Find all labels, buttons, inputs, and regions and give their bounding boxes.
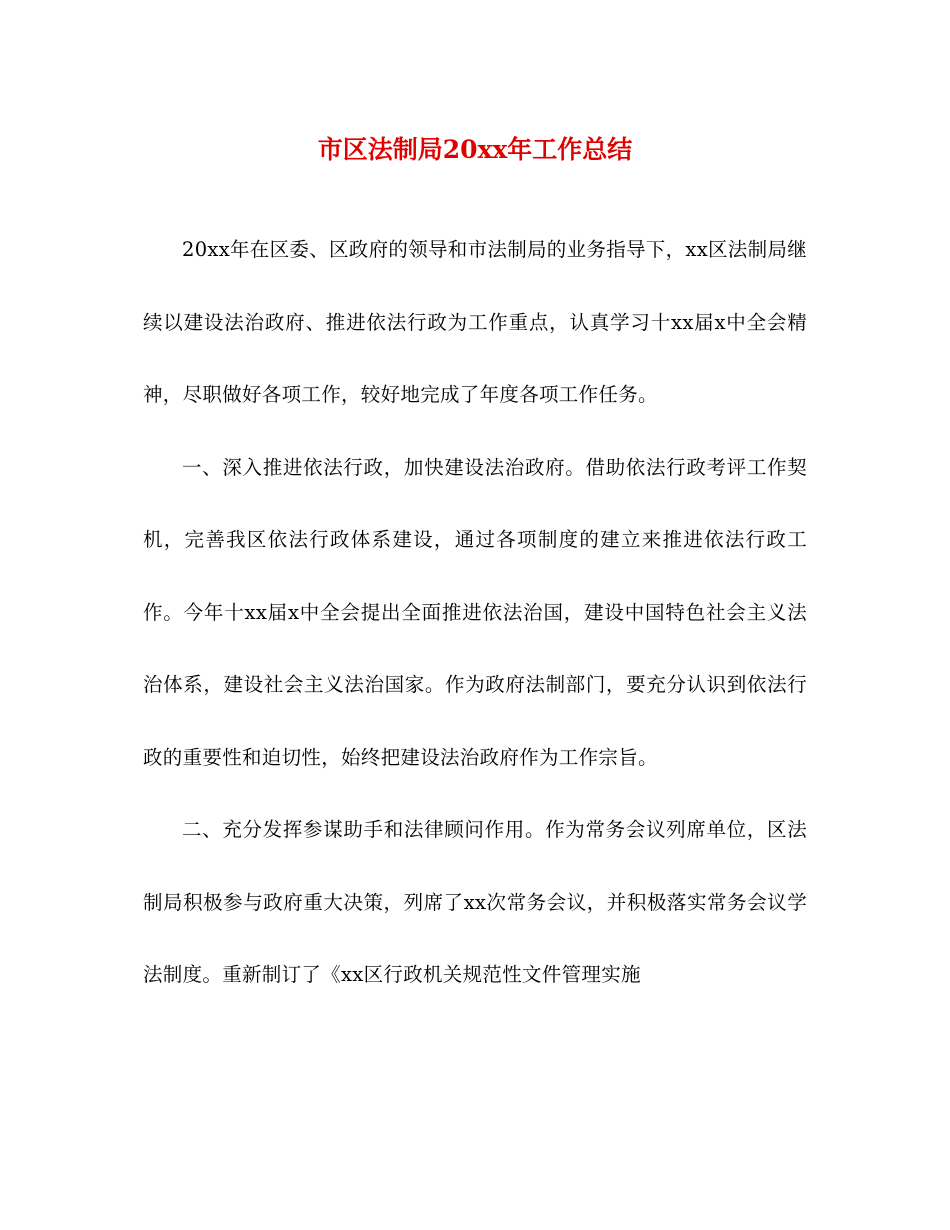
document-body <box>143 214 807 1012</box>
paragraph-section-1: 一、深入推进依法行政，加快建设法治政府。借助依法行政考评工作契机，完善我区依法行政体系建设，通过各项制度的建立来推进依法行政工作。今年十xx届x中全会提出全面推进依法治国，建设中国特色社会主义法治体系，建设社会主义法治国家。作为政府法制部门，要充分认识到依法行政的重要性和迫切性，始终把建设法治政府作为工作宗旨。 <box>143 455 807 769</box>
document-title: 市区法制局20xx年工作总结 <box>317 135 633 164</box>
paragraph-section-2: 二、充分发挥参谋助手和法律顾问作用。作为常务会议列席单位，区法制局积极参与政府重大决策，列席了xx次常务会议，并积极落实常务会议学法制度。重新制订了《xx区行政机关规范性文件管理实施 <box>143 818 807 986</box>
paragraph-intro: 20xx年在区委、区政府的领导和市法制局的业务指导下，xx区法制局继续以建设法治政府、推进依法行政为工作重点，认真学习十xx届x中全会精神，尽职做好各项工作，较好地完成了年度各项工作任务。 <box>143 238 808 406</box>
